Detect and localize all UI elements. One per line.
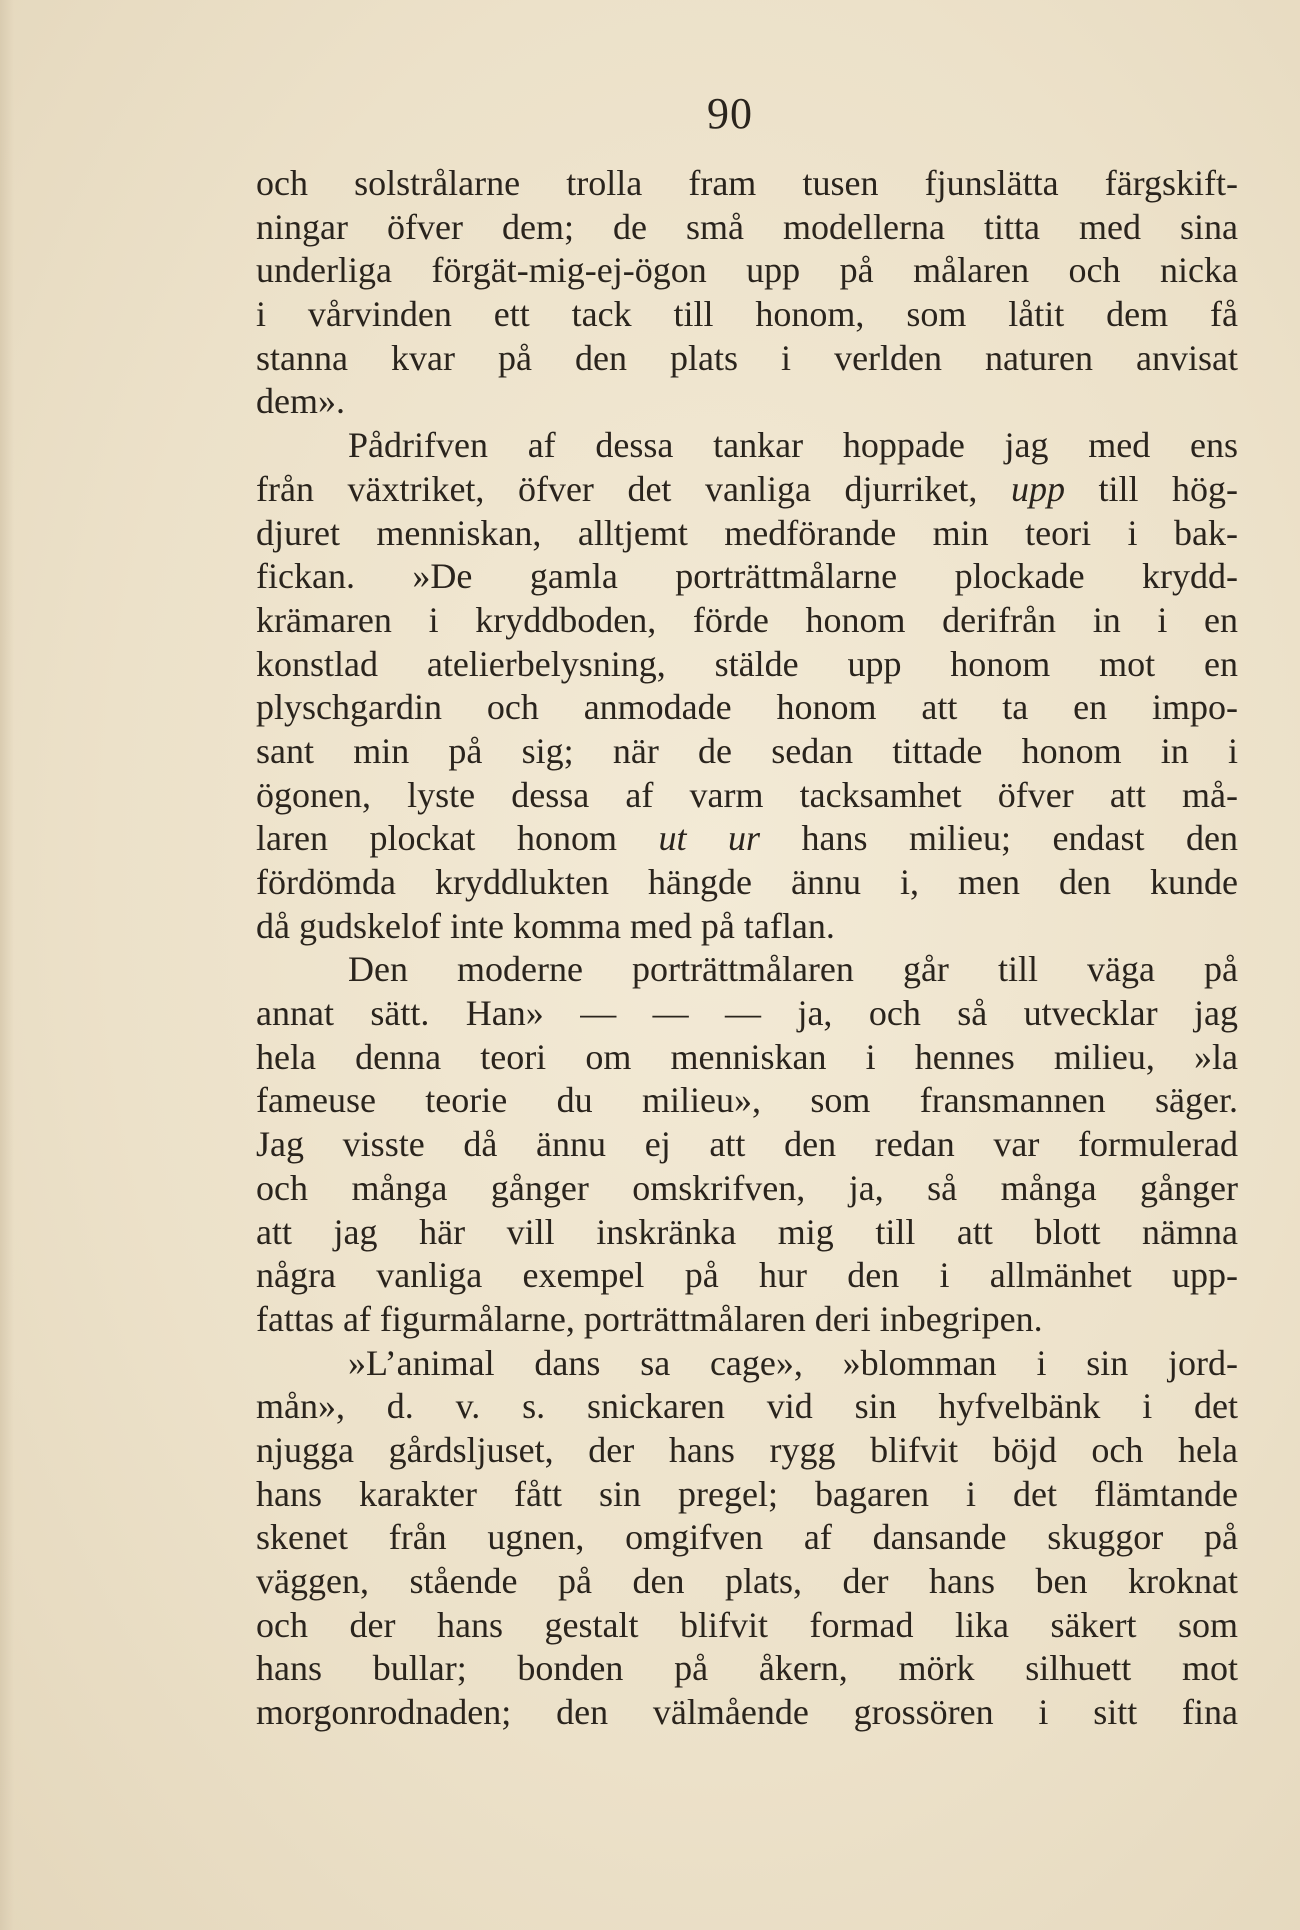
paragraph-start-line: Pådrifven af dessa tankar hoppade jag med ens <box>348 425 1238 466</box>
text-line: och der hans gestalt blifvit formad lika säkert som <box>256 1604 1238 1645</box>
text-line: morgonrodnaden; den välmående grossören i sitt fina <box>256 1692 1238 1733</box>
italic-emphasis: ut ur <box>658 818 760 859</box>
page-edge-shadow <box>0 0 14 1930</box>
text-line: sant min på sig; när de sedan tittade honom in i <box>256 730 1238 771</box>
text-line: då gudskelof inte komma med på taflan. <box>256 905 835 946</box>
text-line: krämaren i kryddboden, förde honom derifrån in i en <box>256 599 1238 640</box>
paragraph-start-line: »L’animal dans sa cage», »blomman i sin jord- <box>348 1342 1238 1383</box>
text-line: njugga gårdsljuset, der hans rygg blifvit böjd och hela <box>256 1429 1238 1470</box>
text-line: hela denna teori om menniskan i hennes milieu, »la <box>256 1036 1238 1077</box>
text-span: hans milieu; endast den <box>760 818 1238 859</box>
text-line: ögonen, lyste dessa af varm tacksamhet öfver att må- <box>256 774 1238 815</box>
text-line: skenet från ugnen, omgifven af dansande skuggor på <box>256 1517 1238 1558</box>
text-line: fattas af figurmålarne, porträttmålaren deri inbegripen. <box>256 1298 1043 1339</box>
text-line <box>256 817 1238 861</box>
text-line: mån», d. v. s. snickaren vid sin hyfvelbänk i det <box>256 1386 1238 1427</box>
text-line: några vanliga exempel på hur den i allmänhet upp- <box>256 1255 1238 1296</box>
text-line: och många gånger omskrifven, ja, så många gånger <box>256 1167 1238 1208</box>
text-span: laren plockat honom <box>256 818 659 859</box>
text-line: ningar öfver dem; de små modellerna titta med sina <box>256 206 1238 247</box>
text-line: konstlad atelierbelysning, stälde upp honom mot en <box>256 643 1238 684</box>
paragraph-start-line: Den moderne porträttmålaren går till väga på <box>348 949 1238 990</box>
text-line: fameuse teorie du milieu», som fransmannen säger. <box>256 1080 1238 1121</box>
text-line: stanna kvar på den plats i verlden naturen anvisat <box>256 337 1238 378</box>
italic-emphasis: upp <box>1010 468 1065 509</box>
text-line: underliga förgät-mig-ej-ögon upp på målaren och nicka <box>256 250 1238 291</box>
text-line: hans bullar; bonden på åkern, mörk silhuett mot <box>256 1648 1238 1689</box>
text-line: djuret menniskan, alltjemt medförande min teori i bak- <box>256 512 1238 553</box>
text-line: plyschgardin och anmodade honom att ta en impo- <box>256 687 1238 728</box>
text-line: att jag här vill inskränka mig till att blott nämna <box>256 1211 1238 1252</box>
text-line: fördömda kryddlukten hängde ännu i, men den kunde <box>256 862 1238 902</box>
text-line: hans karakter fått sin pregel; bagaren i det flämtande <box>256 1473 1238 1514</box>
text-line: i vårvinden ett tack till honom, som låtit dem få <box>256 294 1238 335</box>
body-text <box>256 162 1238 1735</box>
text-line: Jag visste då ännu ej att den redan var formulerad <box>256 1124 1238 1165</box>
text-span: till hög- <box>1064 468 1238 509</box>
text-line: väggen, stående på den plats, der hans ben kroknat <box>256 1561 1238 1601</box>
text-span: från växtriket, öfver det vanliga djurriket, <box>256 468 1011 509</box>
text-line: fickan. »De gamla porträttmålarne plockade krydd- <box>256 556 1238 597</box>
text-line: dem». <box>256 381 345 422</box>
text-line <box>256 468 1238 512</box>
page-number: 90 <box>707 89 753 138</box>
text-line: och solstrålarne trolla fram tusen fjunslätta färgskift- <box>256 163 1238 203</box>
text-line: annat sätt. Han» — — — ja, och så utvecklar jag <box>256 993 1238 1034</box>
